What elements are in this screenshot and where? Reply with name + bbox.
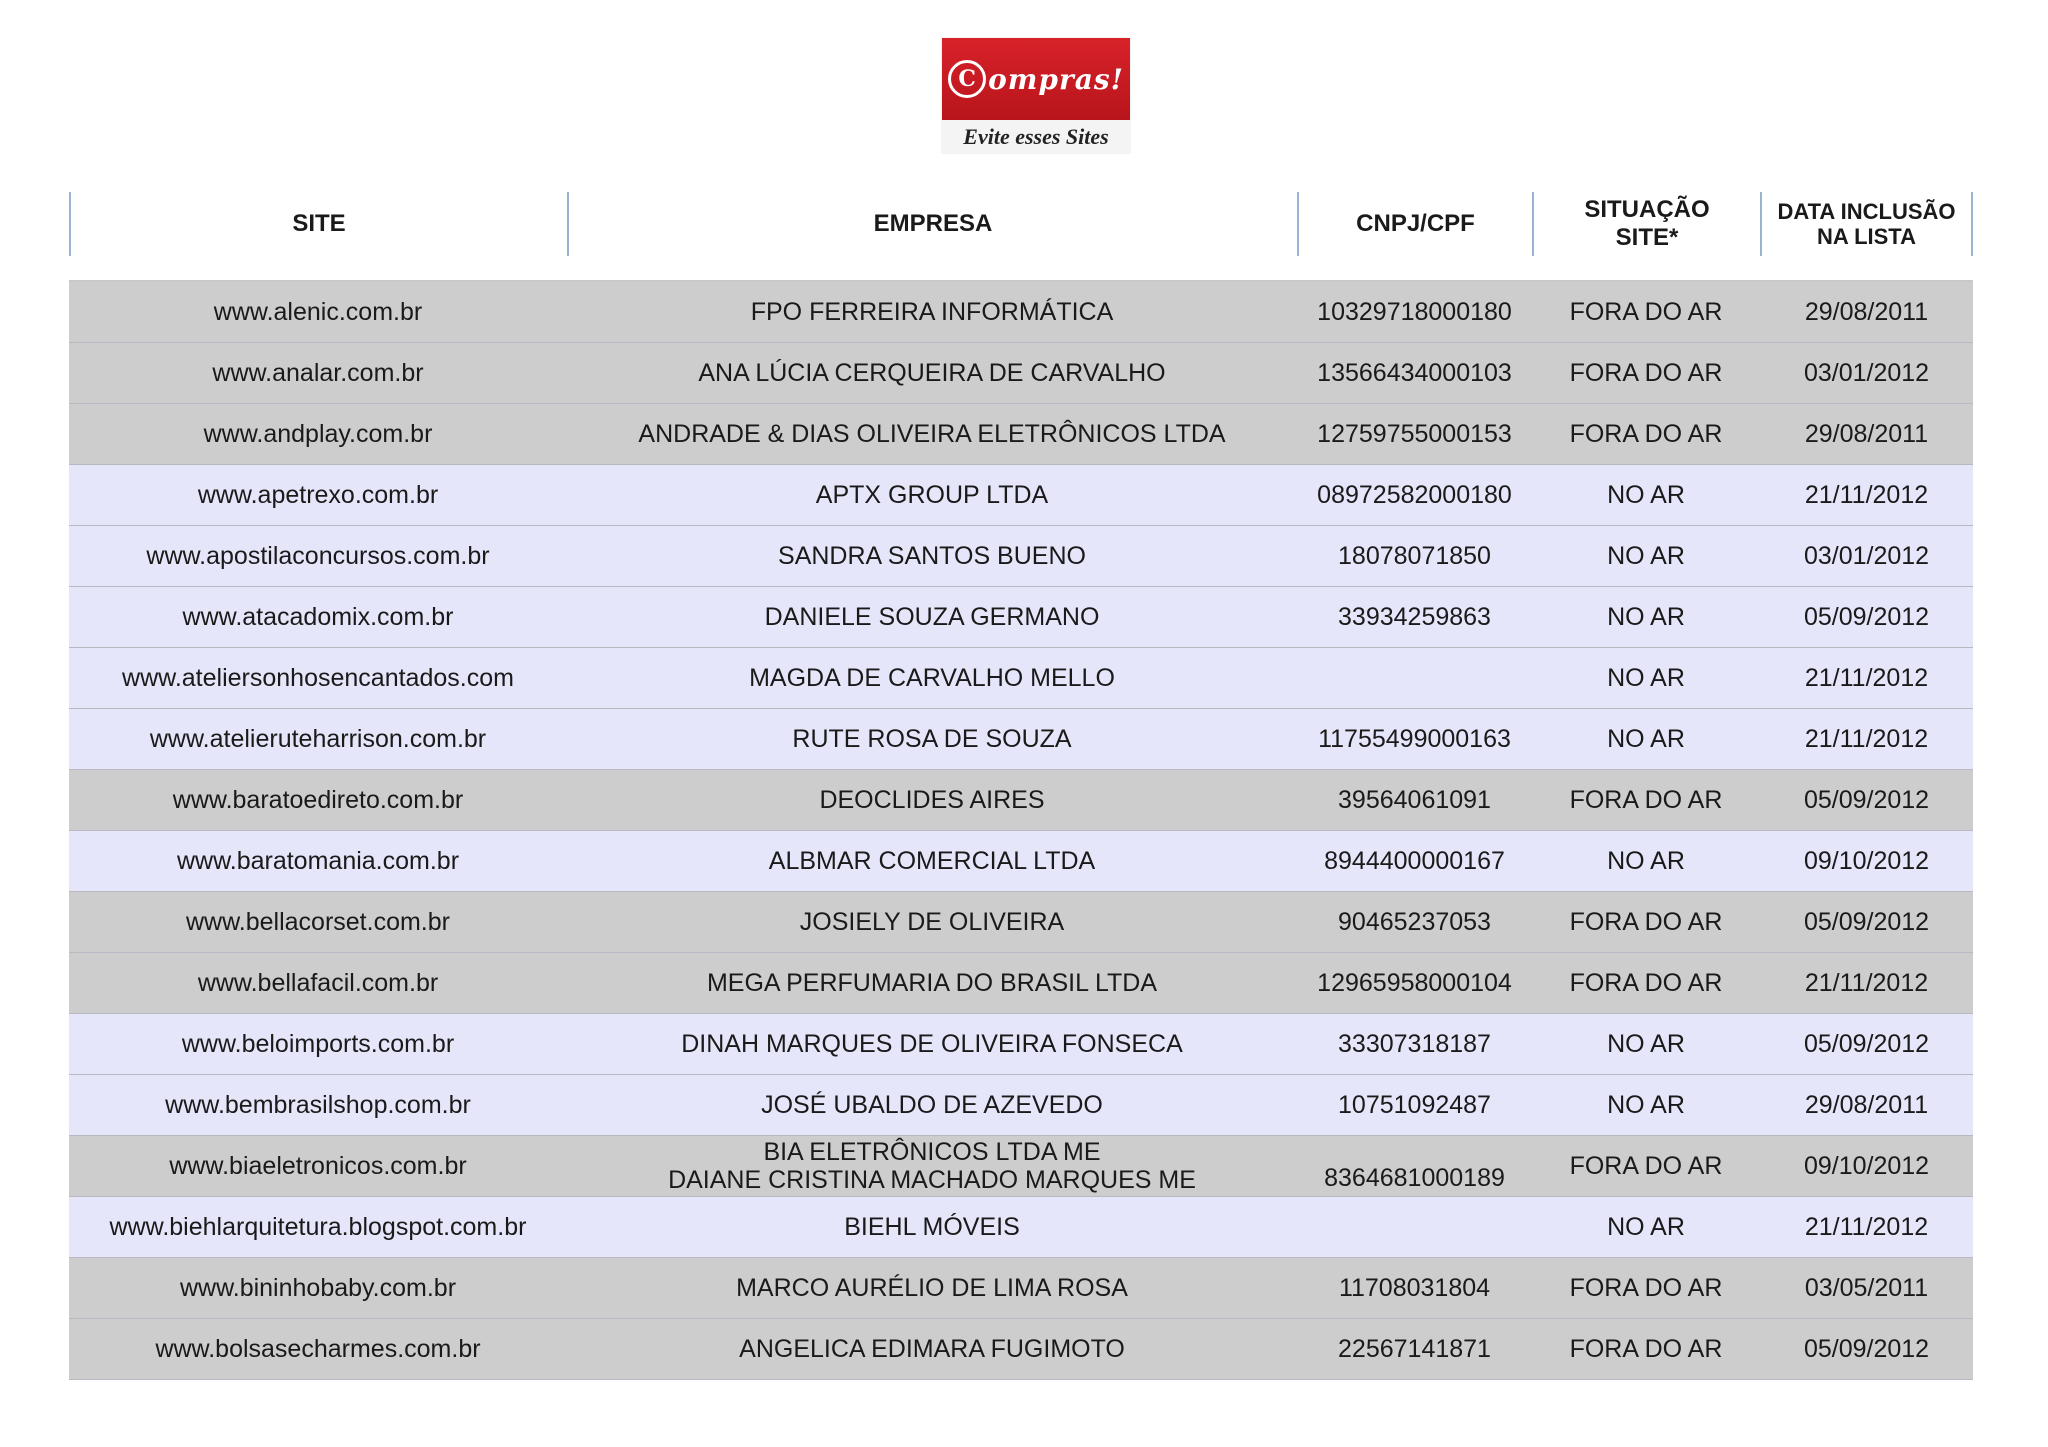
cell-empresa <box>567 1014 1297 1074</box>
cell-site: www.apostilaconcursos.com.br <box>146 542 490 570</box>
table-row <box>69 953 1973 1014</box>
cell-empresa <box>567 1258 1297 1318</box>
cell-empresa <box>567 953 1297 1013</box>
cell-situacao: FORA DO AR <box>1569 1335 1723 1363</box>
table-row <box>69 770 1973 831</box>
header-site-label: SITE <box>292 210 346 238</box>
table-row <box>69 1014 1973 1075</box>
cell-situacao: NO AR <box>1607 847 1685 875</box>
cell-cnpj: 33934259863 <box>1338 603 1491 631</box>
cell-site: www.analar.com.br <box>212 359 424 387</box>
table-header <box>69 192 1973 282</box>
cell-data: 05/09/2012 <box>1803 908 1930 936</box>
compras-logo <box>942 38 1130 153</box>
table-row <box>69 404 1973 465</box>
cell-data: 21/11/2012 <box>1804 725 1929 753</box>
cell-cnpj <box>1297 1197 1532 1257</box>
cell-cnpj: 08972582000180 <box>1317 481 1512 509</box>
cell-situacao: NO AR <box>1607 542 1685 570</box>
cell-data: 29/08/2011 <box>1804 1091 1929 1119</box>
table-row <box>69 465 1973 526</box>
cell-data: 05/09/2012 <box>1803 1335 1930 1363</box>
table-row <box>69 1258 1973 1319</box>
cell-empresa <box>567 465 1297 525</box>
cell-situacao: NO AR <box>1607 603 1685 631</box>
sites-table <box>69 192 1973 1380</box>
empresa-line: DAIANE CRISTINA MACHADO MARQUES ME <box>668 1166 1196 1194</box>
cell-situacao: NO AR <box>1607 725 1685 753</box>
cell-data: 29/08/2011 <box>1804 420 1929 448</box>
logo-word: ompras! <box>988 62 1124 96</box>
cell-data: 21/11/2012 <box>1804 664 1929 692</box>
cell-situacao: FORA DO AR <box>1569 359 1723 387</box>
cell-data: 09/10/2012 <box>1803 847 1930 875</box>
empresa-line: DINAH MARQUES DE OLIVEIRA FONSECA <box>681 1030 1183 1058</box>
cell-site: www.biaeletronicos.com.br <box>169 1152 467 1180</box>
logo-c-icon: C <box>948 60 986 98</box>
cell-situacao: FORA DO AR <box>1569 298 1723 326</box>
header-data <box>1760 192 1973 256</box>
cell-situacao: NO AR <box>1607 1030 1685 1058</box>
cell-situacao: NO AR <box>1607 481 1685 509</box>
cell-cnpj: 39564061091 <box>1338 786 1491 814</box>
header-situacao <box>1532 192 1760 256</box>
cell-data: 05/09/2012 <box>1803 1030 1930 1058</box>
empresa-line: DANIELE SOUZA GERMANO <box>764 603 1100 631</box>
cell-site: www.andplay.com.br <box>203 420 433 448</box>
cell-site: www.beloimports.com.br <box>181 1030 455 1058</box>
cell-cnpj: 90465237053 <box>1338 908 1491 936</box>
header-situacao-line2: SITE* <box>1615 224 1679 251</box>
cell-empresa <box>567 1319 1297 1379</box>
cell-site: www.atelieruteharrison.com.br <box>149 725 487 753</box>
cell-cnpj: 12965958000104 <box>1317 969 1512 997</box>
cell-cnpj: 12759755000153 <box>1317 420 1512 448</box>
cell-site: www.bellafacil.com.br <box>197 969 439 997</box>
table-row <box>69 282 1973 343</box>
cell-data: 03/01/2012 <box>1803 542 1930 570</box>
table-row <box>69 831 1973 892</box>
header-empresa <box>567 192 1297 256</box>
cell-site: www.alenic.com.br <box>213 298 423 326</box>
empresa-line: SANDRA SANTOS BUENO <box>778 542 1086 570</box>
cell-cnpj: 13566434000103 <box>1317 359 1512 387</box>
cell-cnpj <box>1297 648 1532 708</box>
cell-situacao: FORA DO AR <box>1569 1152 1723 1180</box>
empresa-line: RUTE ROSA DE SOUZA <box>792 725 1072 753</box>
cell-cnpj: 8944400000167 <box>1324 847 1505 875</box>
cell-site: www.biehlarquitetura.blogspot.com.br <box>109 1213 527 1241</box>
cell-site: www.ateliersonhosencantados.com <box>122 664 514 692</box>
header-data-line2: NA LISTA <box>1817 224 1916 249</box>
table-row <box>69 648 1973 709</box>
logo-banner <box>942 38 1130 120</box>
cell-site: www.bolsasecharmes.com.br <box>155 1335 481 1363</box>
cell-empresa <box>567 709 1297 769</box>
empresa-line: FPO FERREIRA INFORMÁTICA <box>750 298 1114 326</box>
cell-cnpj: 11708031804 <box>1338 1274 1491 1302</box>
header-situacao-label <box>1584 196 1709 251</box>
cell-site: www.atacadomix.com.br <box>182 603 454 631</box>
empresa-line: ALBMAR COMERCIAL LTDA <box>768 847 1096 875</box>
cell-empresa <box>567 1197 1297 1257</box>
cell-situacao: NO AR <box>1607 664 1685 692</box>
cell-empresa <box>567 526 1297 586</box>
cell-empresa <box>567 1136 1297 1196</box>
empresa-line: DEOCLIDES AIRES <box>819 786 1045 814</box>
empresa-line: BIA ELETRÔNICOS LTDA ME <box>763 1138 1101 1166</box>
cell-empresa <box>567 587 1297 647</box>
cell-cnpj: 33307318187 <box>1338 1030 1491 1058</box>
empresa-line: JOSIELY DE OLIVEIRA <box>799 908 1065 936</box>
cell-empresa <box>567 892 1297 952</box>
table-row <box>69 343 1973 404</box>
table-row <box>69 892 1973 953</box>
cell-site: www.bellacorset.com.br <box>186 908 450 936</box>
cell-cnpj: 10751092487 <box>1338 1091 1491 1119</box>
table-row <box>69 1319 1973 1380</box>
table-row <box>69 1075 1973 1136</box>
cell-data: 03/01/2012 <box>1803 359 1930 387</box>
header-empresa-label: EMPRESA <box>873 210 993 238</box>
header-situacao-line1: SITUAÇÃO <box>1584 196 1710 224</box>
header-cnpj <box>1297 192 1532 256</box>
cell-cnpj: 11755499000163 <box>1318 725 1511 753</box>
cell-empresa <box>567 770 1297 830</box>
table-row <box>69 1136 1973 1197</box>
header-cnpj-label: CNPJ/CPF <box>1356 210 1475 238</box>
cell-situacao: FORA DO AR <box>1569 969 1723 997</box>
cell-situacao: NO AR <box>1607 1213 1685 1241</box>
cell-situacao: FORA DO AR <box>1569 786 1723 814</box>
cell-cnpj: 22567141871 <box>1338 1335 1491 1363</box>
cell-data: 21/11/2012 <box>1804 481 1929 509</box>
cell-data: 05/09/2012 <box>1803 786 1930 814</box>
cell-situacao: FORA DO AR <box>1569 908 1723 936</box>
table-row <box>69 1197 1973 1258</box>
empresa-line: APTX GROUP LTDA <box>815 481 1049 509</box>
cell-data: 29/08/2011 <box>1804 298 1929 326</box>
cell-situacao: FORA DO AR <box>1569 420 1723 448</box>
cell-site: www.baratomania.com.br <box>176 847 460 875</box>
empresa-line: MAGDA DE CARVALHO MELLO <box>749 664 1115 692</box>
header-data-label <box>1777 199 1955 250</box>
cell-data: 03/05/2011 <box>1804 1274 1929 1302</box>
cell-data: 21/11/2012 <box>1804 1213 1929 1241</box>
cell-data: 21/11/2012 <box>1804 969 1929 997</box>
cell-empresa <box>567 343 1297 403</box>
cell-site: www.bembrasilshop.com.br <box>165 1091 471 1119</box>
cell-empresa <box>567 404 1297 464</box>
empresa-line: MEGA PERFUMARIA DO BRASIL LTDA <box>706 969 1158 997</box>
cell-data: 05/09/2012 <box>1803 603 1930 631</box>
table-row <box>69 526 1973 587</box>
empresa-line: ANDRADE & DIAS OLIVEIRA ELETRÔNICOS LTDA <box>638 420 1226 448</box>
cell-empresa <box>567 282 1297 342</box>
table-row <box>69 587 1973 648</box>
empresa-line: ANGELICA EDIMARA FUGIMOTO <box>739 1335 1125 1363</box>
empresa-line: JOSÉ UBALDO DE AZEVEDO <box>761 1091 1103 1119</box>
cell-empresa <box>567 831 1297 891</box>
cell-site: www.bininhobaby.com.br <box>179 1274 457 1302</box>
cell-situacao: FORA DO AR <box>1569 1274 1723 1302</box>
logo-tagline: Evite esses Sites <box>963 124 1109 149</box>
cell-data: 09/10/2012 <box>1803 1152 1930 1180</box>
cell-cnpj: 10329718000180 <box>1317 298 1512 326</box>
cell-empresa <box>567 648 1297 708</box>
cell-site: www.apetrexo.com.br <box>197 481 439 509</box>
empresa-line: BIEHL MÓVEIS <box>844 1213 1020 1241</box>
header-data-line1: DATA INCLUSÃO <box>1777 198 1956 224</box>
header-site <box>69 192 567 256</box>
table-body <box>69 282 1973 1380</box>
empresa-line: ANA LÚCIA CERQUEIRA DE CARVALHO <box>698 359 1166 387</box>
cell-cnpj: 8364681000189 <box>1324 1164 1505 1192</box>
table-row <box>69 709 1973 770</box>
cell-situacao: NO AR <box>1607 1091 1685 1119</box>
cell-cnpj: 18078071850 <box>1338 542 1491 570</box>
cell-site: www.baratoedireto.com.br <box>172 786 464 814</box>
empresa-line: MARCO AURÉLIO DE LIMA ROSA <box>736 1274 1128 1302</box>
cell-empresa <box>567 1075 1297 1135</box>
